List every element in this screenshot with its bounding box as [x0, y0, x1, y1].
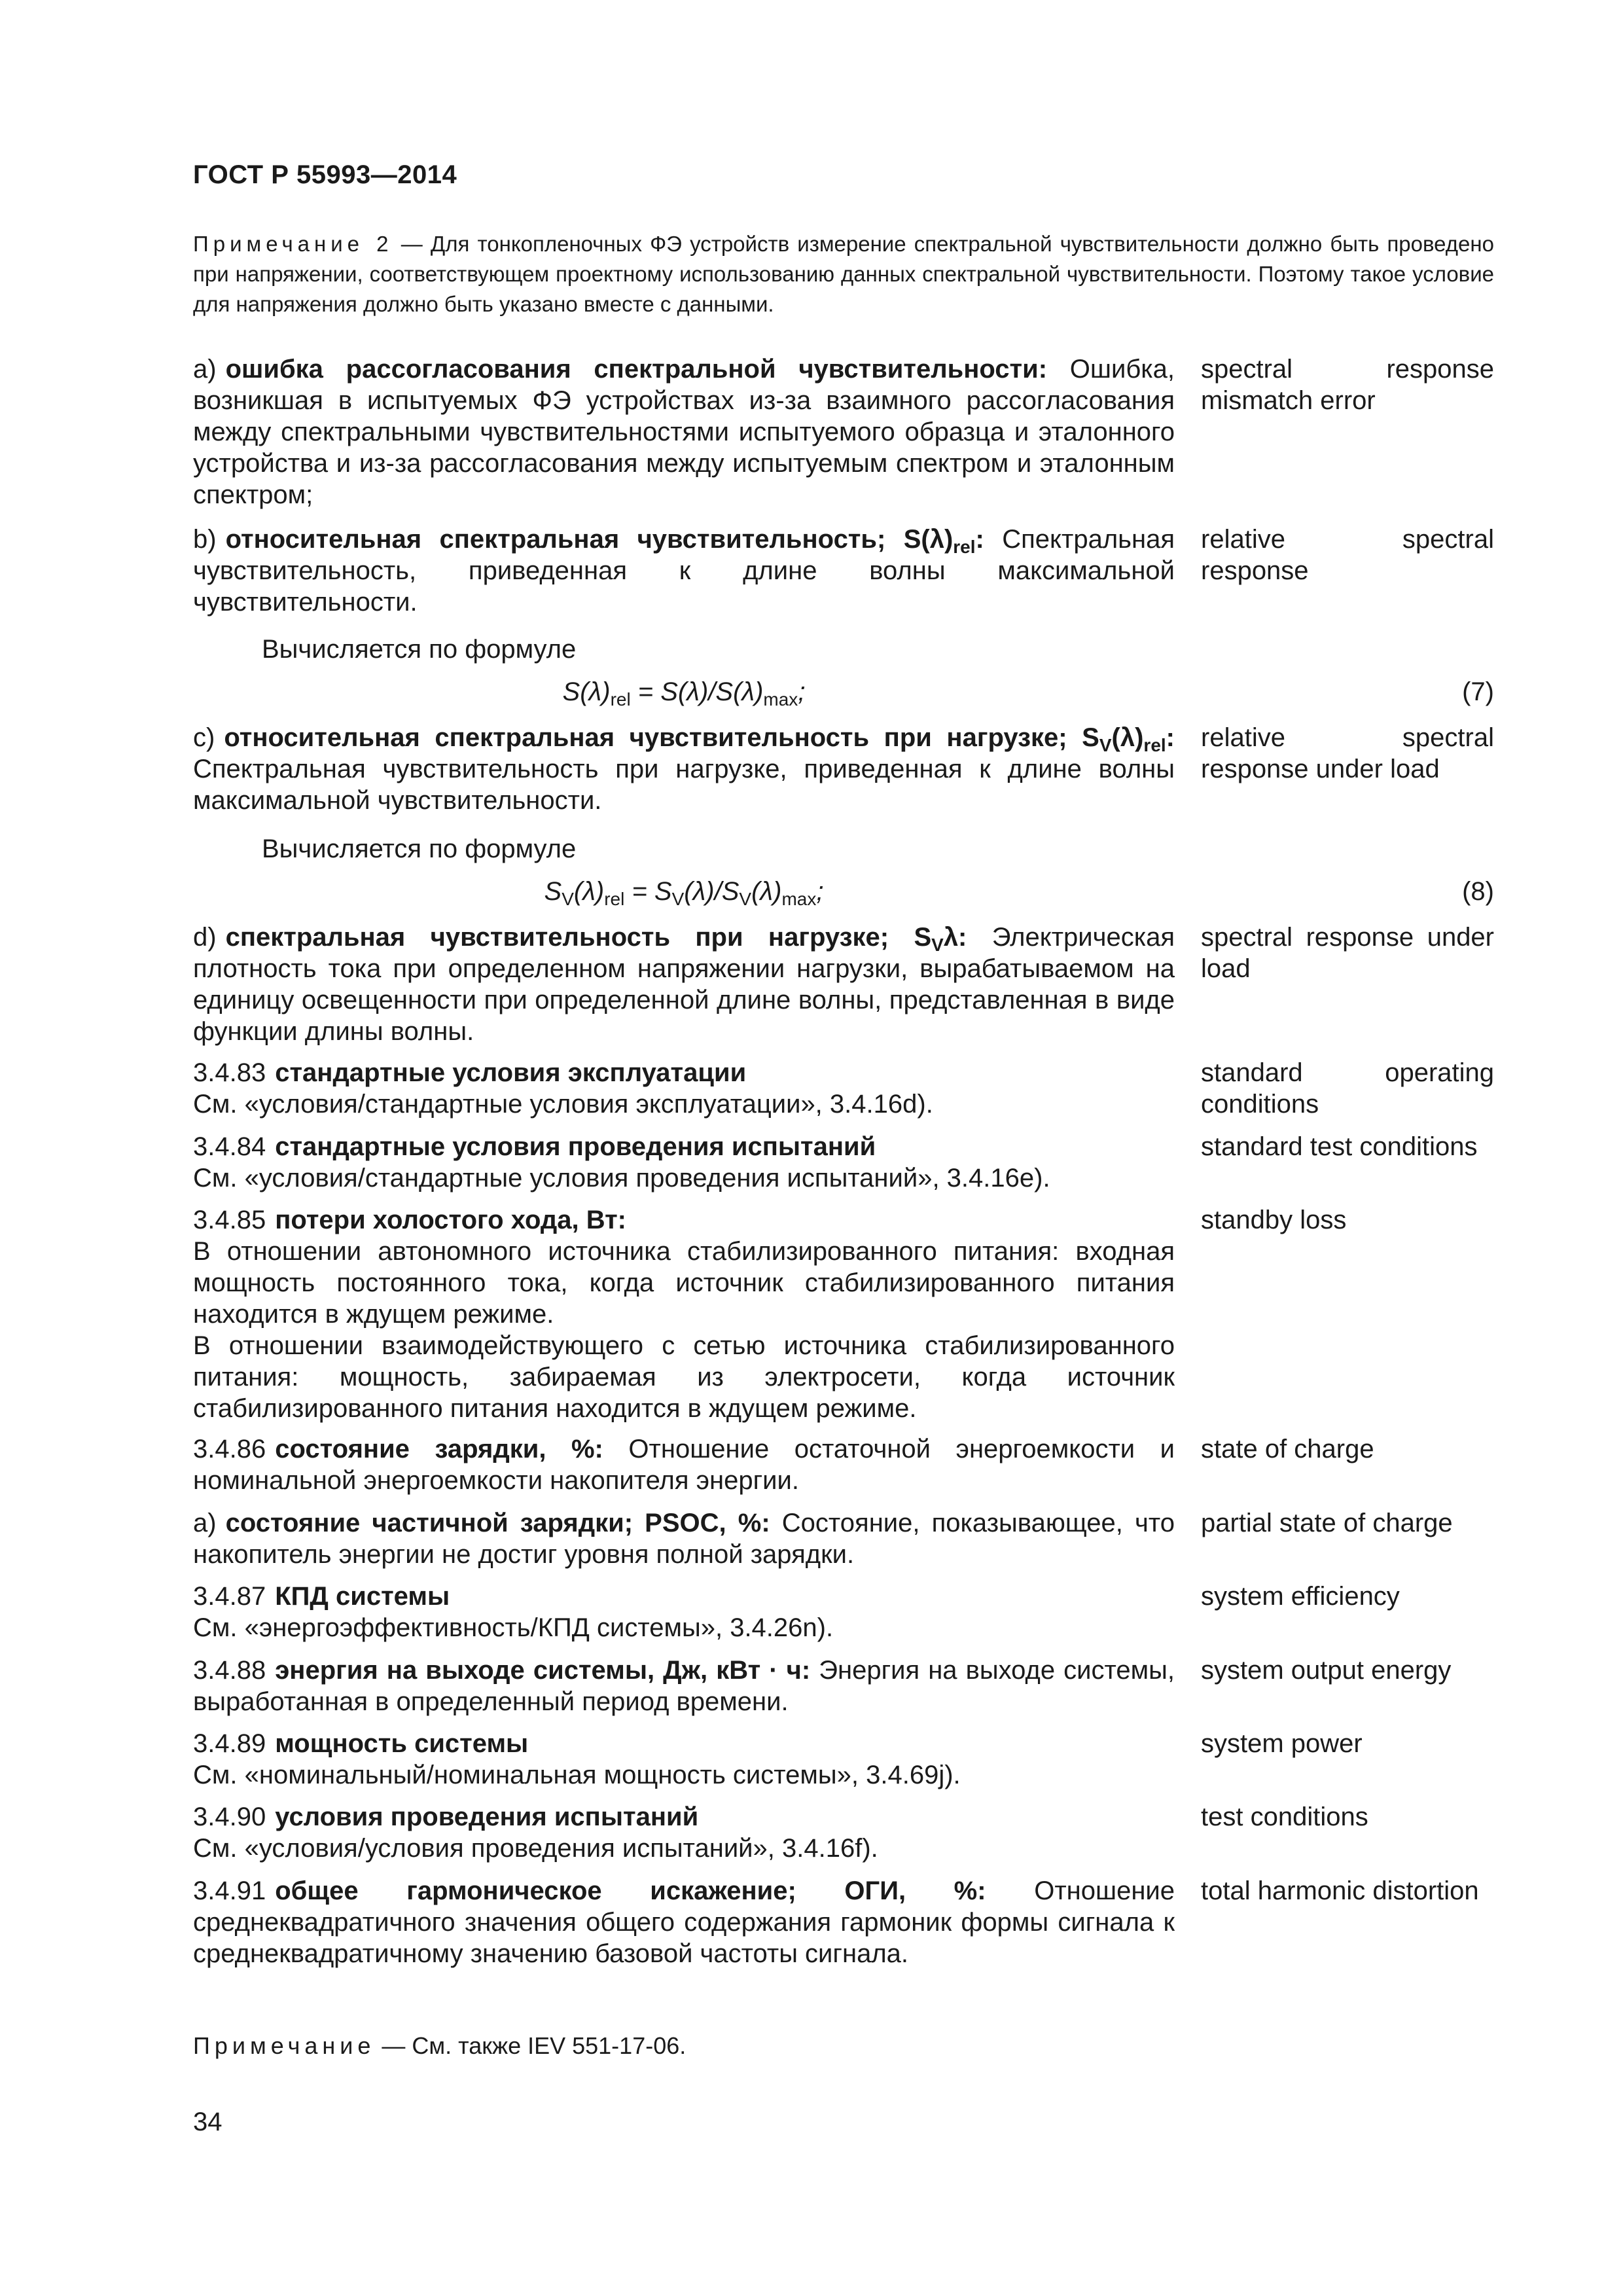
entry-definition: Энергия на выходе системы, выработанная в определенный период времени. [193, 1656, 1175, 1716]
calc-caption: Вычисляется по формуле [262, 834, 577, 863]
entry-english-term: total harmonic distortion [1201, 1876, 1479, 1905]
entry-term: состояние зарядки, %: [275, 1435, 603, 1463]
entry-definition: Состояние, показывающее, что накопитель энергии не достиг уровня полной зарядки. [193, 1509, 1175, 1569]
page-number: 34 [193, 2108, 223, 2136]
entry-definition: См. «энергоэффективность/КПД системы», 3.4.26n). [193, 1613, 834, 1642]
entry-code: 3.4.86 [193, 1435, 266, 1463]
entry-code: 3.4.89 [193, 1729, 266, 1758]
entry-english-term: standard test conditions [1201, 1132, 1478, 1161]
entry-term: условия проведения испытаний [275, 1803, 699, 1831]
formula-subscript: max [763, 689, 798, 709]
entry-term: энергия на выходе системы, Дж, кВт · ч: [275, 1656, 811, 1685]
entry-definition: В отношении взаимодействующего с сетью источника стабилизированного питания: мощность, забираемая из электросети, когда источник стабилизированного питания находится в ждущем режиме. [193, 1331, 1175, 1423]
entry-english-term: standard operating conditions [1201, 1058, 1494, 1119]
entry-english-term: partial state of charge [1201, 1509, 1453, 1537]
entry-definition: См. «условия/условия проведения испытаний», 3.4.16f). [193, 1834, 878, 1863]
note-2 [193, 229, 1494, 319]
entry-term: стандартные условия эксплуатации [275, 1058, 747, 1087]
entry-term: потери холостого хода, Вт: [275, 1206, 626, 1234]
entry-term: мощность системы [275, 1729, 529, 1758]
entry-code: d) [193, 923, 217, 952]
note-text: — Для тонкопленочных ФЭ устройств измерение спектральной чувствительности должно быть проведено при напряжении, соответствующем проектному использованию данных спектральной чувствительности. Поэтому такое условие для напряжения должно быть указано вместе с данными. [193, 232, 1494, 316]
entry-definition: Спектральная чувствительность, приведенная к длине волны максимальной чувствительности. [193, 525, 1175, 617]
entry-term-end: : [1166, 723, 1175, 752]
formula-subscript: max [781, 889, 817, 909]
entry-term-end: : [975, 525, 984, 554]
entry-term-subscript: rel [1143, 735, 1166, 755]
entry-code: c) [193, 723, 215, 752]
formula-part: = S [624, 877, 672, 906]
entry-definition: Отношение среднеквадратичного значения общего содержания гармоник формы сигнала к среднеквадратичному значению базовой частоты сигнала. [193, 1876, 1175, 1968]
entry-code: 3.4.85 [193, 1206, 266, 1234]
entry-definition: В отношении автономного источника стабилизированного питания: входная мощность постоянного тока, когда источник стабилизированного питания находится в ждущем режиме. [193, 1237, 1175, 1329]
formula-7 [193, 676, 1494, 711]
formula-subscript: rel [604, 889, 625, 909]
entry-term: состояние частичной зарядки; PSOC, %: [225, 1509, 770, 1537]
entry-code: a) [193, 1509, 217, 1537]
entry-definition: Спектральная чувствительность при нагрузке, приведенная к длине волны максимальной чувствительности. [193, 755, 1175, 815]
formula-number: (8) [1462, 877, 1494, 906]
entry-english-term: state of charge [1201, 1435, 1374, 1463]
entry-code: b) [193, 525, 217, 554]
formula-subscript: rel [610, 689, 631, 709]
entry-english-term: spectral response under load [1201, 923, 1494, 983]
entry-term: общее гармоническое искажение; ОГИ, %: [275, 1876, 986, 1905]
entry-english-term: test conditions [1201, 1803, 1368, 1831]
formula-part: (λ)/S [684, 877, 740, 906]
entry-code: 3.4.84 [193, 1132, 266, 1161]
entry-term: относительная спектральная чувствительность; S(λ) [225, 525, 954, 554]
entry-english-term: relative spectral response under load [1201, 723, 1494, 783]
entry-definition: Отношение остаточной энергоемкости и номинальной энергоемкости накопителя энергии. [193, 1435, 1175, 1495]
entry-term-end: λ: [943, 923, 967, 952]
formula-part: ; [816, 877, 824, 906]
formula-part: = S(λ)/S(λ) [630, 677, 764, 706]
entry-term-subscript: V [1099, 735, 1112, 755]
formula-part: (λ) [751, 877, 782, 906]
formula-subscript: V [562, 889, 574, 909]
note-label: Примечание 2 [193, 232, 393, 256]
entry-term: КПД системы [275, 1582, 450, 1611]
note-bottom [193, 2031, 686, 2061]
entry-term-mid: (λ) [1111, 723, 1144, 752]
entry-term-subscript: V [931, 935, 944, 955]
formula-part: S [544, 877, 562, 906]
entry-definition: См. «условия/стандартные условия проведения испытаний», 3.4.16e). [193, 1164, 1050, 1193]
entry-code: 3.4.88 [193, 1656, 266, 1685]
entry-code: 3.4.83 [193, 1058, 266, 1087]
entry-english-term: system output energy [1201, 1656, 1452, 1685]
entry-term: стандартные условия проведения испытаний [275, 1132, 876, 1161]
calc-caption: Вычисляется по формуле [262, 635, 577, 664]
entry-code: a) [193, 355, 217, 384]
entry-english-term: system power [1201, 1729, 1363, 1758]
entry-term-subscript: rel [953, 537, 976, 557]
note-text: — См. также IEV 551-17-06. [375, 2032, 687, 2059]
formula-8 [193, 876, 1494, 911]
entry-term: ошибка рассогласования спектральной чувствительности: [225, 355, 1048, 384]
entry-english-term: relative spectral response [1201, 525, 1494, 585]
formula-number: (7) [1462, 677, 1494, 706]
entry-code: 3.4.91 [193, 1876, 266, 1905]
formula-part: ; [798, 677, 806, 706]
formula-part: S(λ) [562, 677, 611, 706]
formula-subscript: V [671, 889, 685, 909]
document-header: ГОСТ Р 55993—2014 [193, 160, 457, 189]
note-label: Примечание [193, 2032, 376, 2059]
entry-code: 3.4.90 [193, 1803, 266, 1831]
entry-term: относительная спектральная чувствительность при нагрузке; S [224, 723, 1099, 752]
entry-term: спектральная чувствительность при нагрузке; S [225, 923, 932, 952]
entry-definition: Электрическая плотность тока при определенном напряжении нагрузки, вырабатываемом на единицу освещенности при определенной длине волны, представленная в виде функции длины волны. [193, 923, 1175, 1046]
formula-subscript: V [739, 889, 752, 909]
entry-english-term: system efficiency [1201, 1582, 1400, 1611]
entry-definition: См. «номинальный/номинальная мощность системы», 3.4.69j). [193, 1761, 961, 1789]
entry-code: 3.4.87 [193, 1582, 266, 1611]
entry-definition: См. «условия/стандартные условия эксплуатации», 3.4.16d). [193, 1090, 933, 1119]
entry-english-term: spectral response mismatch error [1201, 355, 1494, 415]
entry-english-term: standby loss [1201, 1206, 1347, 1234]
formula-part: (λ) [573, 877, 605, 906]
entry-definition: Ошибка, возникшая в испытуемых ФЭ устройствах из-за взаимного рассогласования между спектральными чувствительностями испытуемого образца и эталонного устройства и из-за рассогласования между испытуемым спектром и эталонным спектром; [193, 355, 1175, 509]
